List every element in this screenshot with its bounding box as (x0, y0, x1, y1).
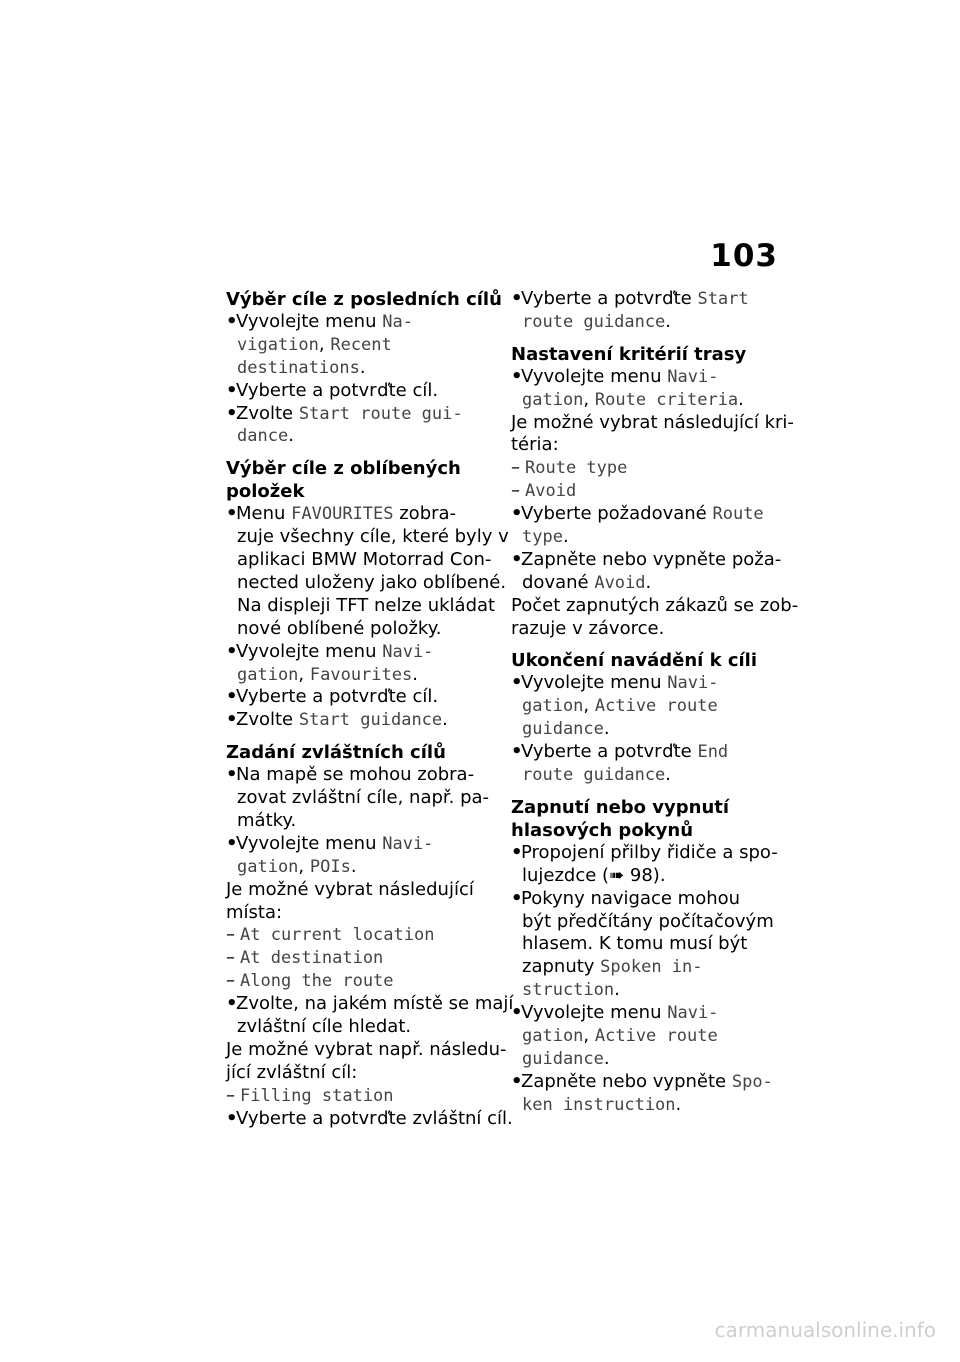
text-run: Vyberte a potvrďte (521, 741, 698, 763)
text-run: Menu (236, 503, 292, 525)
text-run: . (288, 425, 294, 447)
menu-term: gation (522, 1026, 584, 1047)
bullet-continuation (511, 956, 786, 979)
section-heading: Výběr cíle z posledních cílů (226, 289, 502, 310)
text-run: . (603, 1047, 610, 1069)
bullet-item (511, 888, 786, 911)
text-run: mátky. (237, 810, 297, 832)
text-run: zapnuty (522, 956, 601, 978)
bullet-item (511, 503, 786, 526)
menu-term: FAVOURITES (291, 504, 394, 525)
menu-term: Start route gui- (298, 403, 463, 424)
text-run: , (583, 388, 595, 410)
menu-term: route guidance (522, 311, 666, 332)
text-run: téria: (511, 434, 559, 456)
dash-item (226, 970, 498, 993)
bullet-item (511, 741, 786, 764)
text-run: Počet zapnutých zákazů se zob- (511, 594, 799, 616)
bullet-continuation (511, 865, 786, 888)
text-run: dované (522, 571, 595, 593)
menu-term: Favourites (309, 664, 413, 685)
text-run: Je možné vybrat např. následu- (226, 1038, 507, 1060)
dash-item (511, 457, 786, 480)
dash-item (226, 1085, 498, 1108)
menu-term: struction (522, 980, 615, 1001)
menu-term: gation (237, 664, 299, 685)
paragraph-line (511, 411, 794, 435)
text-run: razuje v závorce. (511, 617, 665, 639)
dash-item (226, 947, 498, 970)
bullet-continuation (226, 1016, 498, 1039)
text-run: . (665, 310, 672, 332)
text-run: , (318, 333, 331, 355)
text-run: zovat zvláštní cíle, např. pa- (237, 787, 490, 809)
bullet-continuation (511, 764, 786, 787)
bullet-continuation (511, 1048, 786, 1071)
menu-term: vigation (237, 334, 319, 355)
bullet-continuation (226, 526, 509, 549)
text-run: Zvolte, na jakém místě se mají (236, 993, 514, 1015)
bullet-item (226, 311, 498, 334)
text-run: , (298, 855, 310, 877)
text-run: Vyberte a potvrďte cíl. (236, 379, 439, 401)
menu-term: Spoken in- (600, 957, 703, 978)
bullet-continuation (511, 933, 786, 956)
bullet-continuation (226, 425, 498, 448)
menu-term: Avoid (594, 572, 646, 593)
menu-term: Na- (382, 312, 413, 332)
bullet-item (226, 503, 498, 526)
text-run: . (412, 663, 418, 685)
menu-term: gation (522, 389, 584, 410)
bullet-item (226, 709, 498, 732)
bullet-continuation (511, 911, 786, 934)
text-run: zuje všechny cíle, které byly v (237, 526, 509, 548)
menu-term: POIs (309, 856, 351, 877)
text-run: . (614, 979, 620, 1001)
menu-term: Route (712, 504, 764, 525)
text-run: , (583, 1025, 595, 1047)
page-number: 103 (710, 238, 778, 274)
bullet-continuation (511, 389, 786, 412)
bullet-item (511, 842, 786, 865)
menu-term: Route criteria (594, 389, 739, 410)
bullet-continuation (511, 718, 786, 741)
bullet-item (226, 833, 498, 856)
text-run: Vyberte požadované (521, 503, 713, 525)
paragraph-line (511, 594, 799, 618)
text-run: Vyvolejte menu (521, 1002, 668, 1024)
text-run: . (359, 356, 366, 378)
paragraph-line (226, 879, 498, 902)
bullet-continuation (511, 572, 786, 595)
text-run: místa: (226, 901, 283, 923)
bullet-continuation (511, 1094, 786, 1117)
menu-term: Navi- (667, 1003, 719, 1024)
bullet-item (226, 764, 498, 787)
menu-term: Recent (330, 334, 392, 355)
menu-term: Active route (594, 696, 718, 717)
right-column (511, 288, 799, 1117)
text-run: Zapněte nebo vypněte (521, 1070, 732, 1092)
paragraph-line (226, 902, 498, 925)
text-run: Vyberte a potvrďte (521, 288, 698, 309)
text-run: Vyvolejte menu (236, 640, 383, 662)
text-run: 98). (624, 864, 666, 886)
text-run: zobra- (393, 503, 457, 525)
section-heading: Zapnutí nebo vypnutí (511, 796, 730, 818)
menu-term: dance (237, 426, 289, 447)
bullet-continuation (511, 695, 786, 718)
bullet-continuation (226, 664, 498, 687)
text-run: Vyberte a potvrďte zvláštní cíl. (236, 1107, 513, 1129)
text-run: Zvolte (236, 402, 299, 424)
text-run: být předčítány počítačovým (522, 910, 774, 932)
menu-term: Navi- (382, 641, 434, 662)
menu-term: gation (237, 856, 299, 877)
text-run: jící zvláštní cíl: (226, 1061, 358, 1083)
text-run: Zvolte (236, 709, 299, 731)
text-run: . (665, 764, 672, 786)
bullet-continuation (511, 979, 786, 1002)
paragraph-line (511, 618, 786, 641)
text-run: . (675, 1093, 682, 1115)
menu-term: destinations (237, 357, 360, 378)
bullet-continuation (226, 572, 507, 595)
text-run: nected uloženy jako oblíbené. (237, 572, 507, 594)
text-run: . (442, 709, 448, 731)
section-gap (511, 640, 786, 649)
paragraph-line (511, 434, 786, 457)
bullet-item (226, 641, 498, 664)
menu-term: guidance (522, 719, 604, 740)
menu-term: route guidance (522, 765, 666, 786)
text-run: , (298, 663, 310, 685)
menu-term: Spo- (731, 1071, 773, 1092)
text-run: Vyberte a potvrďte cíl. (236, 686, 439, 708)
text-run: Pokyny navigace mohou (521, 887, 741, 909)
section-heading: Výběr cíle z oblíbených (226, 458, 461, 480)
section-gap (226, 732, 498, 741)
text-run: Zapněte nebo vypněte poža- (521, 548, 782, 570)
bullet-item (511, 366, 786, 389)
bullet-item (226, 403, 498, 426)
text-run: lujezdce ( (522, 864, 610, 886)
bullet-continuation (226, 549, 498, 572)
text-run: . (603, 718, 610, 740)
bullet-item (226, 1107, 513, 1131)
text-run: Vyvolejte menu (521, 672, 668, 694)
text-run: Propojení přilby řidiče a spo- (521, 841, 778, 863)
text-run: . (350, 855, 357, 877)
text-run: nové oblíbené položky. (237, 617, 442, 639)
bullet-item (511, 1002, 786, 1025)
text-run: Na mapě se mohou zobra- (236, 764, 475, 786)
menu-term: At destination (240, 948, 384, 969)
menu-term: End (697, 742, 729, 763)
section-gap (511, 334, 786, 343)
section-gap (511, 787, 786, 796)
menu-term: Route type (525, 458, 628, 479)
paragraph-line (226, 1038, 507, 1062)
bullet-continuation (226, 810, 498, 833)
text-run: . (738, 388, 744, 410)
menu-term: Navi- (382, 833, 434, 854)
bullet-item (511, 288, 786, 311)
menu-term: Active route (594, 1026, 718, 1047)
dash-item (226, 924, 498, 947)
bullet-continuation (511, 311, 786, 334)
bullet-item (511, 672, 786, 695)
bullet-continuation (511, 526, 786, 549)
menu-term: ken instruction (522, 1094, 676, 1115)
menu-term: Filling station (240, 1085, 394, 1106)
section-gap (226, 448, 498, 457)
menu-term: Navi- (667, 366, 719, 387)
text-run: zvláštní cíle hledat. (237, 1016, 412, 1038)
text-run: aplikaci BMW Motorrad Con- (237, 549, 492, 571)
section-heading: Ukončení navádění k cíli (511, 650, 758, 672)
bullet-item (511, 549, 786, 572)
menu-term: Start (697, 289, 749, 309)
bullet-continuation (226, 856, 498, 879)
menu-term: Start guidance (298, 710, 443, 731)
bullet-continuation (226, 618, 498, 641)
dash-item (511, 480, 786, 503)
text-run: Vyvolejte menu (236, 311, 383, 332)
text-run: Na displeji TFT nelze ukládat (237, 594, 496, 616)
menu-term: Avoid (525, 481, 577, 502)
bullet-item (511, 1071, 786, 1094)
menu-term: guidance (522, 1048, 604, 1069)
section-heading: Nastavení kritérií trasy (511, 343, 747, 365)
bullet-continuation (226, 334, 498, 357)
menu-term: Navi- (667, 673, 719, 694)
bullet-item (226, 686, 498, 709)
bullet-continuation (226, 595, 498, 618)
bullet-item (226, 380, 498, 403)
bullet-item (226, 993, 514, 1016)
menu-term: Along the route (240, 971, 394, 992)
watermark: carmanualsonline.info (714, 1318, 936, 1342)
menu-term: type (522, 527, 563, 548)
section-heading: Zadání zvláštních cílů (226, 742, 446, 764)
text-run: Vyvolejte menu (236, 832, 383, 854)
text-run: hlasem. K tomu musí být (522, 933, 748, 955)
text-run: . (562, 526, 569, 548)
text-run: Je možné vybrat následující kri- (511, 411, 794, 433)
left-column (226, 288, 514, 1131)
bullet-continuation (226, 357, 498, 380)
section-heading: hlasových pokynů (511, 819, 694, 841)
menu-term: gation (522, 696, 584, 717)
text-run: Je možné vybrat následující (226, 878, 474, 900)
text-run: , (583, 695, 595, 717)
text-run: . (645, 571, 652, 593)
bullet-continuation (511, 1025, 786, 1048)
bullet-continuation (226, 787, 498, 810)
paragraph-line (226, 1062, 498, 1085)
menu-term: At current location (240, 925, 435, 946)
reference-arrow-icon: ➠ (609, 864, 625, 886)
text-run: Vyvolejte menu (521, 365, 668, 387)
section-heading: položek (226, 481, 305, 503)
